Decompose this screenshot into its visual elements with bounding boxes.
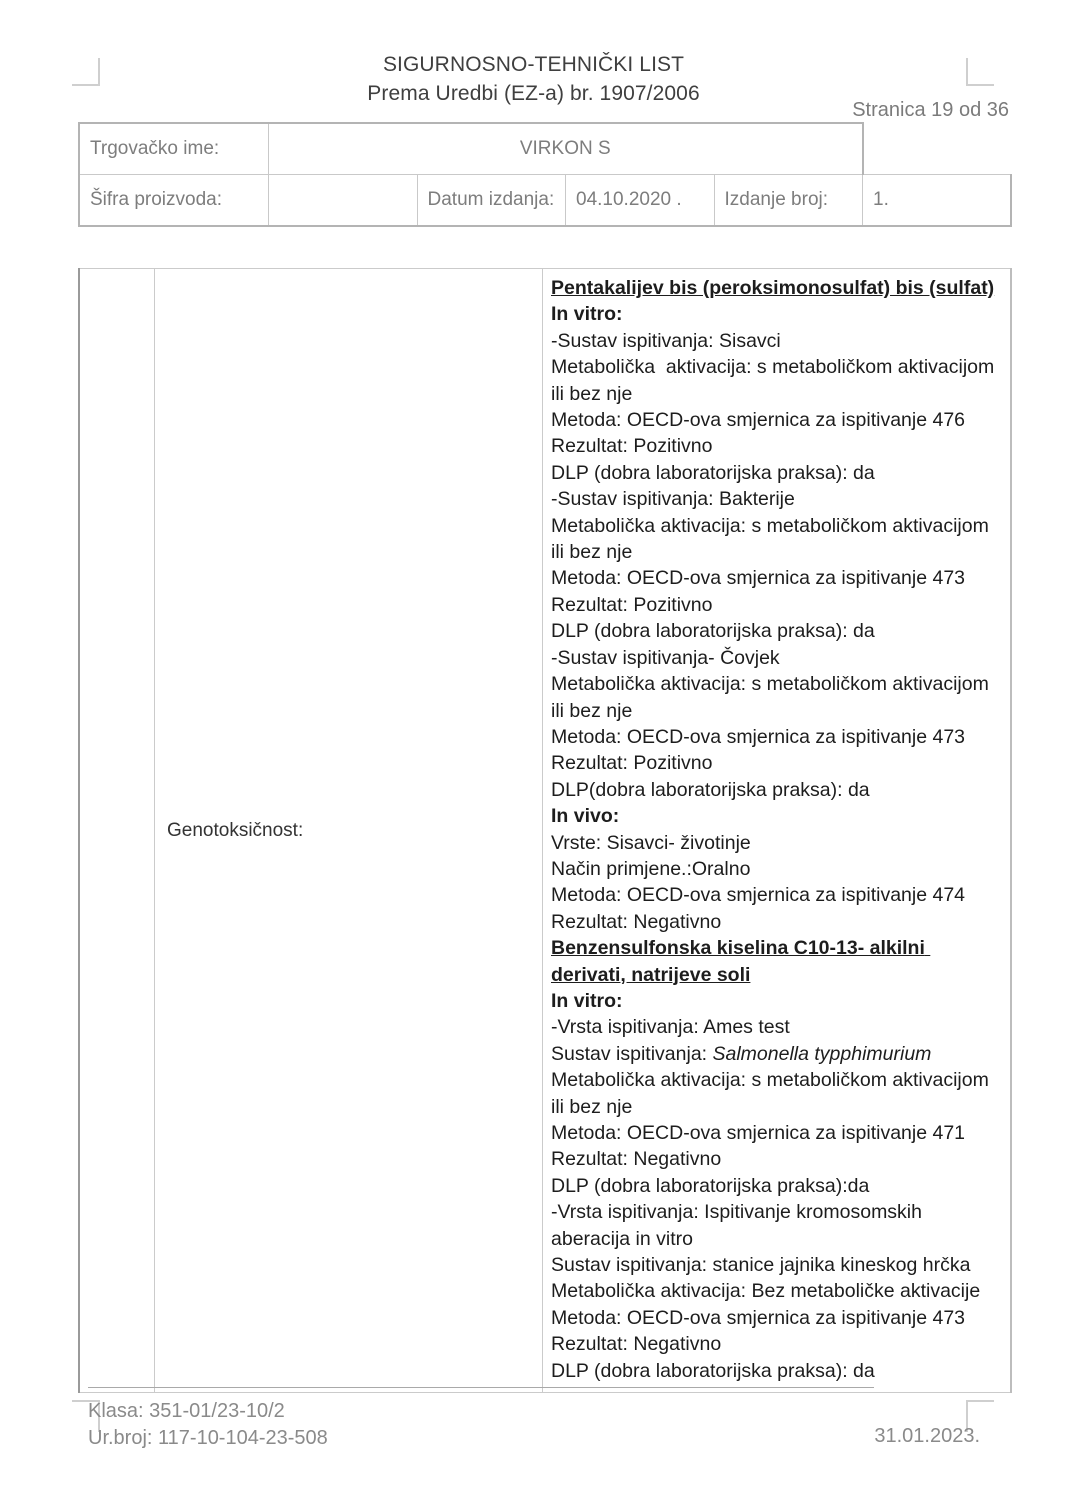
content-line: Metabolička aktivacija: s metaboličkom aktivacijom ili bez nje	[551, 356, 1000, 405]
content-line: Rezultat: Pozitivno	[551, 593, 713, 616]
content-line-list	[551, 275, 1002, 1384]
section-number-cell	[79, 269, 155, 1393]
content-line: Metabolička aktivacija: s metaboličkom aktivacijom ili bez nje	[551, 673, 995, 722]
content-line-emphasis: Salmonella typphimurium	[712, 1042, 932, 1065]
content-line: Metoda: OECD-ova smjernica za ispitivanje 476	[551, 409, 966, 432]
row-label-cell: Genotoksičnost:	[155, 269, 543, 1393]
content-line: Rezultat: Pozitivno	[551, 752, 713, 775]
content-cell	[543, 269, 1012, 1393]
content-line: DLP (dobra laboratorijska praksa):da	[551, 1174, 870, 1197]
footer-ur-broj: Ur.broj: 117-10-104-23-508	[88, 1427, 328, 1449]
edition-value-cell: 1.	[863, 175, 1012, 227]
content-line: Metoda: OECD-ova smjernica za ispitivanje 471	[551, 1122, 966, 1144]
document-title-line2: Prema Uredbi (EZ-a) br. 1907/2006	[367, 82, 700, 105]
product-code-label-cell: Šifra proizvoda:	[79, 175, 269, 227]
edition-label-cell: Izdanje broj:	[714, 175, 863, 227]
content-line: Sustav ispitivanja: Salmonella typphimurium	[551, 1042, 932, 1065]
content-line: -Sustav ispitivanja: Sisavci	[551, 329, 781, 352]
trade-name-value-cell: VIRKON S	[269, 123, 863, 175]
table-row-trade-name	[79, 123, 1011, 175]
content-line: Rezultat: Negativno	[551, 1148, 722, 1171]
table-row-product-code	[79, 175, 1011, 227]
content-line: Benzensulfonska kiselina C10-13- alkilni derivati, natrijeve soli	[551, 937, 931, 986]
content-line: Rezultat: Negativno	[551, 910, 722, 933]
content-line: In vitro:	[551, 989, 623, 1012]
footer-divider	[88, 1387, 874, 1388]
content-line: Sustav ispitivanja: stanice jajnika kineskog hrčka	[551, 1254, 971, 1277]
content-line: Metabolička aktivacija: Bez metaboličke aktivacije	[551, 1280, 981, 1303]
issue-date-value-cell: 04.10.2020 .	[566, 175, 715, 227]
content-line: In vitro:	[551, 303, 623, 326]
trade-name-label-cell: Trgovačko ime:	[79, 123, 269, 175]
content-line: Rezultat: Pozitivno	[551, 435, 713, 458]
content-line: Metoda: OECD-ova smjernica za ispitivanje 473	[551, 1306, 966, 1329]
content-line: Pentakalijev bis (peroksimonosulfat) bis (sulfat)	[551, 277, 995, 299]
content-line: Metoda: OECD-ova smjernica za ispitivanje 474	[551, 884, 966, 907]
header-info-table	[78, 122, 1012, 227]
table-row	[79, 269, 1011, 1393]
content-line: -Sustav ispitivanja: Bakterije	[551, 488, 795, 511]
footer-date: 31.01.2023.	[874, 1425, 980, 1447]
issue-date-label-cell: Datum izdanja:	[417, 175, 566, 227]
content-line: Vrste: Sisavci- životinje	[551, 831, 751, 854]
content-line: Metabolička aktivacija: s metaboličkom aktivacijom ili bez nje	[551, 514, 995, 564]
content-line: Način primjene.:Oralno	[551, 857, 751, 880]
content-line: -Sustav ispitivanja- Čovjek	[551, 646, 780, 669]
content-line: In vivo:	[551, 805, 620, 828]
page-indicator: Stranica 19 od 36	[852, 99, 1009, 121]
content-line: DLP (dobra laboratorijska praksa): da	[551, 461, 875, 484]
content-line: Metabolička aktivacija: s metaboličkom aktivacijom ili bez nje	[551, 1069, 995, 1118]
product-code-value-cell	[269, 175, 418, 227]
content-line: Metoda: OECD-ova smjernica za ispitivanje 473	[551, 567, 966, 590]
content-line: Metoda: OECD-ova smjernica za ispitivanje 473	[551, 725, 966, 748]
footer-klasa: Klasa: 351-01/23-10/2	[88, 1400, 285, 1422]
content-line: -Vrsta ispitivanja: Ispitivanje kromosomskih aberacija in vitro	[551, 1201, 928, 1250]
content-line: Rezultat: Negativno	[551, 1333, 722, 1356]
content-line: DLP (dobra laboratorijska praksa): da	[551, 620, 875, 643]
document-title-line1: SIGURNOSNO-TEHNIČKI LIST	[382, 53, 685, 76]
genotoxicity-table	[78, 268, 1012, 1393]
content-line: -Vrsta ispitivanja: Ames test	[551, 1016, 790, 1039]
footer-reference	[88, 1398, 328, 1452]
content-line: DLP (dobra laboratorijska praksa): da	[551, 1359, 875, 1382]
content-line: DLP(dobra laboratorijska praksa): da	[551, 778, 870, 801]
